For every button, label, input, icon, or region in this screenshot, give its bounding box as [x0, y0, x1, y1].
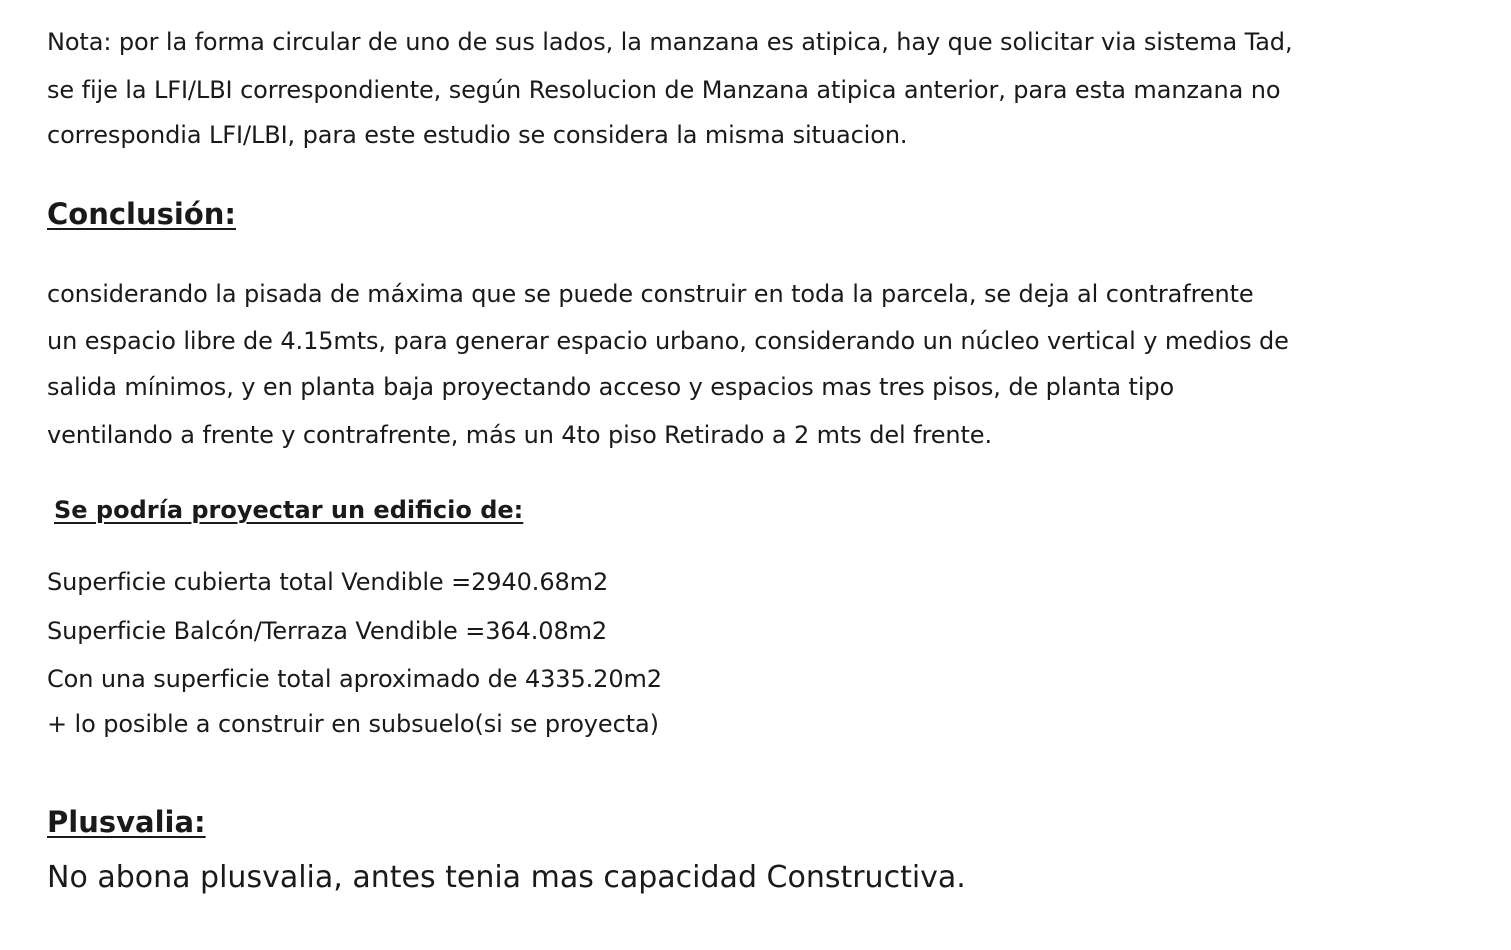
nota-line-1: Nota: por la forma circular de uno de sus lados, la manzana es atipica, hay que solicitar via sistema Tad, [47, 28, 1293, 56]
conclusion-line-4: ventilando a frente y contrafrente, más un 4to piso Retirado a 2 mts del frente. [47, 421, 992, 449]
conclusion-line-2: un espacio libre de 4.15mts, para generar espacio urbano, considerando un núcleo vertical y medios de [47, 327, 1289, 355]
superficie-cubierta-line: Superficie cubierta total Vendible =2940.68m2 [47, 568, 609, 596]
nota-line-2: se fije la LFI/LBI correspondiente, según Resolucion de Manzana atipica anterior, para esta manzana no [47, 76, 1281, 104]
plusvalia-text: No abona plusvalia, antes tenia mas capacidad Constructiva. [47, 860, 966, 895]
proyecto-heading: Se podría proyectar un edificio de: [54, 496, 524, 524]
nota-line-3: correspondia LFI/LBI, para este estudio se considera la misma situacion. [47, 121, 908, 149]
plusvalia-heading: Plusvalia: [47, 805, 206, 839]
superficie-total-line: Con una superficie total aproximado de 4335.20m2 [47, 665, 662, 693]
conclusion-line-3: salida mínimos, y en planta baja proyectando acceso y espacios mas tres pisos, de planta tipo [47, 373, 1175, 401]
conclusion-heading: Conclusión: [47, 197, 236, 231]
conclusion-line-1: considerando la pisada de máxima que se puede construir en toda la parcela, se deja al contrafrente [47, 280, 1254, 308]
subsuelo-line: + lo posible a construir en subsuelo(si se proyecta) [47, 710, 659, 738]
superficie-balcon-line: Superficie Balcón/Terraza Vendible =364.08m2 [47, 617, 608, 645]
